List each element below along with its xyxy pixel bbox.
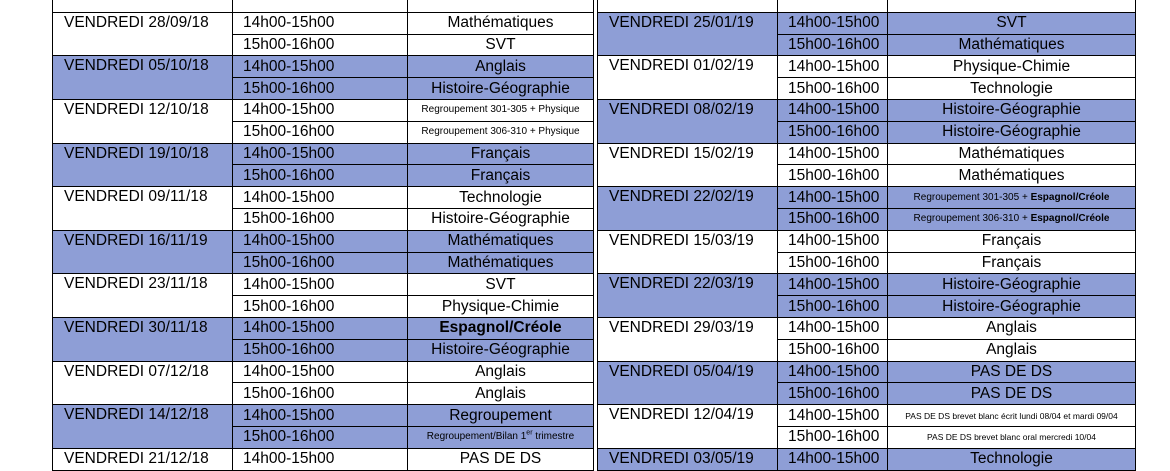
time-cell: 15h00-16h00 xyxy=(233,208,408,230)
subject-cell: Histoire-Géographie xyxy=(408,208,594,230)
schedule-row xyxy=(598,274,1136,296)
subject-cell: SVT xyxy=(408,34,594,56)
schedule-row xyxy=(598,143,1136,165)
subject-cell xyxy=(408,0,594,12)
time-cell: 15h00-16h00 xyxy=(233,426,408,448)
schedule-row xyxy=(53,12,594,34)
time-cell: 14h00-15h00 xyxy=(778,56,888,78)
date-cell: VENDREDI 05/10/18 xyxy=(53,56,233,100)
time-cell xyxy=(233,0,408,12)
time-cell: 15h00-16h00 xyxy=(233,339,408,361)
subject-cell: Regroupement 306-310 + Physique xyxy=(408,121,594,143)
time-cell: 14h00-15h00 xyxy=(233,99,408,121)
time-cell: 15h00-16h00 xyxy=(778,165,888,187)
time-cell: 14h00-15h00 xyxy=(778,187,888,209)
date-cell: VENDREDI 25/01/19 xyxy=(598,12,778,56)
schedule-row xyxy=(53,143,594,165)
subject-text-after: trimestre xyxy=(532,431,575,443)
subject-bold-text: Espagnol/Créole xyxy=(1030,191,1110,203)
date-cell: VENDREDI 05/04/19 xyxy=(598,361,778,405)
time-cell: 14h00-15h00 xyxy=(778,448,888,470)
time-cell: 15h00-16h00 xyxy=(778,426,888,448)
subject-cell: Français xyxy=(408,143,594,165)
subject-cell: Mathématiques xyxy=(408,230,594,252)
time-cell: 14h00-15h00 xyxy=(233,187,408,209)
time-cell: 14h00-15h00 xyxy=(233,361,408,383)
schedule-row xyxy=(598,187,1136,209)
time-cell: 14h00-15h00 xyxy=(233,56,408,78)
schedule-table-left xyxy=(52,0,594,471)
time-cell: 14h00-15h00 xyxy=(233,230,408,252)
time-cell: 15h00-16h00 xyxy=(778,208,888,230)
subject-cell: Histoire-Géographie xyxy=(888,296,1136,318)
time-cell: 15h00-16h00 xyxy=(778,121,888,143)
subject-cell: SVT xyxy=(888,12,1136,34)
subject-text: Regroupement/Bilan 1 xyxy=(426,431,527,443)
subject-cell: Espagnol/Créole xyxy=(408,317,594,339)
time-cell: 14h00-15h00 xyxy=(778,274,888,296)
schedule-row xyxy=(53,274,594,296)
time-cell: 15h00-16h00 xyxy=(233,78,408,100)
date-cell: VENDREDI 14/12/18 xyxy=(53,405,233,449)
schedule-row xyxy=(53,230,594,252)
time-cell: 14h00-15h00 xyxy=(233,143,408,165)
date-cell: VENDREDI 28/09/18 xyxy=(53,12,233,56)
date-cell: VENDREDI 03/05/19 xyxy=(598,448,778,470)
time-cell xyxy=(778,0,888,12)
subject-cell: Histoire-Géographie xyxy=(888,274,1136,296)
time-cell: 14h00-15h00 xyxy=(778,143,888,165)
time-cell: 14h00-15h00 xyxy=(233,274,408,296)
time-cell: 15h00-16h00 xyxy=(778,78,888,100)
subject-cell: Regroupement xyxy=(408,405,594,427)
subject-text: Regroupement 306-310 + xyxy=(913,213,1031,225)
subject-cell: PAS DE DS xyxy=(888,383,1136,405)
subject-cell: PAS DE DS xyxy=(888,361,1136,383)
date-cell: VENDREDI 16/11/19 xyxy=(53,230,233,274)
date-cell: VENDREDI 01/02/19 xyxy=(598,56,778,100)
date-cell: VENDREDI 19/10/18 xyxy=(53,143,233,187)
time-cell: 15h00-16h00 xyxy=(778,252,888,274)
subject-cell xyxy=(888,187,1136,209)
time-cell: 15h00-16h00 xyxy=(778,34,888,56)
time-cell: 14h00-15h00 xyxy=(233,448,408,470)
schedule-row xyxy=(598,448,1136,470)
subject-cell: Anglais xyxy=(408,383,594,405)
date-cell: VENDREDI 22/03/19 xyxy=(598,274,778,318)
subject-cell: Mathématiques xyxy=(408,12,594,34)
subject-cell: Anglais xyxy=(408,56,594,78)
subject-cell: Histoire-Géographie xyxy=(408,339,594,361)
subject-cell xyxy=(888,208,1136,230)
subject-cell: PAS DE DS brevet blanc oral mercredi 10/04 xyxy=(888,426,1136,448)
subject-cell: Mathématiques xyxy=(888,143,1136,165)
subject-cell: Français xyxy=(888,252,1136,274)
date-cell: VENDREDI 08/02/19 xyxy=(598,99,778,143)
date-cell: VENDREDI 15/03/19 xyxy=(598,230,778,274)
subject-cell: Histoire-Géographie xyxy=(888,99,1136,121)
date-cell xyxy=(53,0,233,12)
subject-cell: PAS DE DS xyxy=(408,448,594,470)
schedule-row xyxy=(53,317,594,339)
date-cell: VENDREDI 22/02/19 xyxy=(598,187,778,231)
subject-cell: SVT xyxy=(408,274,594,296)
date-cell: VENDREDI 12/04/19 xyxy=(598,405,778,449)
subject-cell: Physique-Chimie xyxy=(408,296,594,318)
subject-cell: Regroupement 301-305 + Physique xyxy=(408,99,594,121)
schedule-row xyxy=(53,0,594,12)
time-cell: 15h00-16h00 xyxy=(778,383,888,405)
time-cell: 15h00-16h00 xyxy=(233,121,408,143)
schedule-row xyxy=(53,361,594,383)
subject-cell: Histoire-Géographie xyxy=(408,78,594,100)
schedule-row xyxy=(53,187,594,209)
time-cell: 15h00-16h00 xyxy=(233,165,408,187)
schedule-row xyxy=(598,56,1136,78)
subject-cell xyxy=(408,426,594,448)
time-cell: 14h00-15h00 xyxy=(778,317,888,339)
subject-cell: Histoire-Géographie xyxy=(888,121,1136,143)
subject-cell: Technologie xyxy=(408,187,594,209)
time-cell: 14h00-15h00 xyxy=(778,99,888,121)
schedule-row xyxy=(598,405,1136,427)
subject-cell: Mathématiques xyxy=(888,165,1136,187)
date-cell: VENDREDI 12/10/18 xyxy=(53,99,233,143)
time-cell: 14h00-15h00 xyxy=(778,405,888,427)
date-cell: VENDREDI 09/11/18 xyxy=(53,187,233,231)
time-cell: 15h00-16h00 xyxy=(233,296,408,318)
schedule-row xyxy=(598,361,1136,383)
time-cell: 14h00-15h00 xyxy=(233,317,408,339)
subject-cell: Français xyxy=(888,230,1136,252)
subject-superscript: er xyxy=(526,430,533,437)
date-cell: VENDREDI 29/03/19 xyxy=(598,317,778,361)
subject-cell: Mathématiques xyxy=(888,34,1136,56)
schedule-row xyxy=(53,448,594,470)
subject-cell xyxy=(888,0,1136,12)
schedule-body-left xyxy=(53,0,594,470)
subject-cell: PAS DE DS brevet blanc écrit lundi 08/04 et mardi 09/04 xyxy=(888,405,1136,427)
time-cell: 14h00-15h00 xyxy=(233,12,408,34)
subject-cell: Mathématiques xyxy=(408,252,594,274)
time-cell: 15h00-16h00 xyxy=(233,252,408,274)
schedule-row xyxy=(53,56,594,78)
date-cell: VENDREDI 15/02/19 xyxy=(598,143,778,187)
time-cell: 14h00-15h00 xyxy=(778,12,888,34)
schedule-row xyxy=(598,317,1136,339)
subject-cell: Anglais xyxy=(408,361,594,383)
subject-cell: Anglais xyxy=(888,317,1136,339)
time-cell: 14h00-15h00 xyxy=(778,230,888,252)
date-cell xyxy=(598,0,778,12)
time-cell: 15h00-16h00 xyxy=(233,383,408,405)
schedule-table-right xyxy=(597,0,1136,471)
subject-cell: Technologie xyxy=(888,448,1136,470)
subject-cell: Technologie xyxy=(888,78,1136,100)
time-cell: 14h00-15h00 xyxy=(233,405,408,427)
subject-bold-text: Espagnol/Créole xyxy=(1030,213,1110,225)
schedule-body-right xyxy=(598,0,1136,470)
subject-text: Regroupement 301-305 + xyxy=(913,191,1031,203)
schedule-row xyxy=(598,230,1136,252)
schedule-row xyxy=(598,12,1136,34)
subject-cell: Anglais xyxy=(888,339,1136,361)
subject-cell: Français xyxy=(408,165,594,187)
time-cell: 15h00-16h00 xyxy=(778,296,888,318)
date-cell: VENDREDI 23/11/18 xyxy=(53,274,233,318)
date-cell: VENDREDI 07/12/18 xyxy=(53,361,233,405)
date-cell: VENDREDI 21/12/18 xyxy=(53,448,233,470)
time-cell: 15h00-16h00 xyxy=(778,339,888,361)
schedule-row xyxy=(53,405,594,427)
date-cell: VENDREDI 30/11/18 xyxy=(53,317,233,361)
schedule-row xyxy=(598,99,1136,121)
time-cell: 15h00-16h00 xyxy=(233,34,408,56)
schedule-row xyxy=(53,99,594,121)
subject-cell: Physique-Chimie xyxy=(888,56,1136,78)
time-cell: 14h00-15h00 xyxy=(778,361,888,383)
schedule-row xyxy=(598,0,1136,12)
